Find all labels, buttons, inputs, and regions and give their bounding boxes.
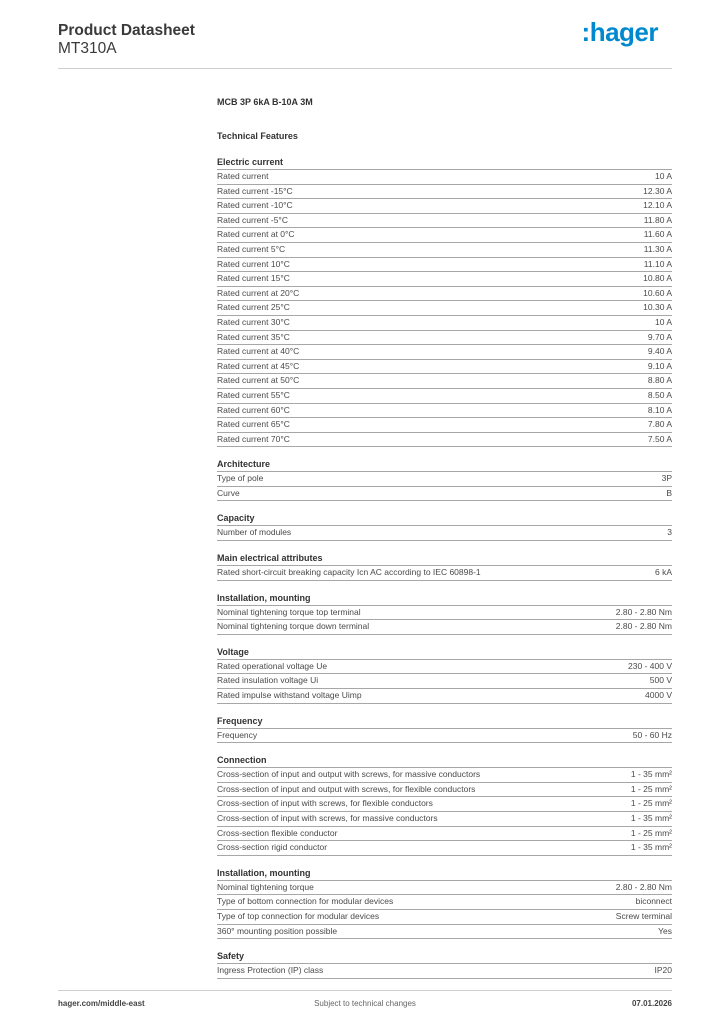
spec-value: 11.10 A: [643, 258, 672, 269]
spec-value: 8.80 A: [647, 375, 672, 386]
spec-value: 500 V: [649, 675, 672, 686]
spec-row: [217, 689, 672, 704]
product-code: MT310A: [58, 40, 117, 57]
spec-value: Screw terminal: [615, 910, 672, 921]
spec-label: Frequency: [217, 729, 258, 740]
spec-row: [217, 881, 672, 896]
spec-row: [217, 827, 672, 842]
spec-label: Rated current -15°C: [217, 185, 293, 196]
spec-value: 1 - 25 mm²: [630, 798, 672, 809]
section-title: Safety: [217, 949, 672, 964]
spec-row: [217, 243, 672, 258]
spec-section: [217, 714, 672, 744]
spec-value: 11.80 A: [643, 214, 672, 225]
section-title: Connection: [217, 753, 672, 768]
spec-row: [217, 301, 672, 316]
spec-value: 1 - 25 mm²: [630, 783, 672, 794]
spec-label: Cross-section of input and output with screws, for massive conductors: [217, 769, 481, 780]
spec-value: IP20: [654, 965, 672, 976]
spec-row: [217, 812, 672, 827]
spec-value: 1 - 35 mm²: [630, 813, 672, 823]
spec-label: Cross-section of input and output with screws, for flexible conductors: [217, 783, 476, 794]
spec-label: Rated current 15°C: [217, 273, 290, 284]
spec-label: Rated insulation voltage Ui: [217, 675, 319, 686]
spec-section: [217, 866, 672, 939]
spec-row: [217, 374, 672, 389]
spec-row: [217, 404, 672, 419]
spec-label: Cross-section of input with screws, for flexible conductors: [217, 798, 433, 809]
spec-label: Rated current 65°C: [217, 419, 290, 430]
document-title: Product Datasheet: [58, 22, 195, 39]
spec-value: biconnect: [635, 896, 672, 907]
spec-section: [217, 753, 672, 856]
spec-value: 2.80 - 2.80 Nm: [615, 606, 672, 617]
spec-value: 11.30 A: [643, 243, 672, 254]
spec-value: 7.80 A: [647, 419, 672, 430]
section-title: Installation, mounting: [217, 591, 672, 606]
spec-row: [217, 895, 672, 910]
spec-row: [217, 199, 672, 214]
spec-row: [217, 674, 672, 689]
spec-label: Rated impulse withstand voltage Uimp: [217, 690, 362, 701]
spec-label: Rated current 35°C: [217, 331, 290, 342]
spec-label: Rated current 60°C: [217, 404, 290, 415]
spec-row: [217, 925, 672, 940]
spec-row: [217, 768, 672, 783]
spec-section: [217, 511, 672, 541]
spec-row: [217, 526, 672, 541]
spec-value: 8.50 A: [647, 389, 672, 400]
spec-value: 2.80 - 2.80 Nm: [615, 621, 672, 632]
spec-row: [217, 964, 672, 979]
spec-label: Rated current 30°C: [217, 316, 290, 327]
spec-label: Rated current 55°C: [217, 389, 290, 400]
spec-value: 10.30 A: [643, 302, 672, 313]
spec-row: [217, 660, 672, 675]
section-title: Voltage: [217, 645, 672, 660]
section-title: Main electrical attributes: [217, 551, 672, 566]
footer-disclaimer: Subject to technical changes: [314, 999, 416, 1008]
spec-row: [217, 797, 672, 812]
section-title: Frequency: [217, 714, 672, 729]
spec-label: Rated short-circuit breaking capacity Icn AC according to IEC 60898-1: [217, 567, 481, 578]
footer-website: hager.com/middle-east: [58, 999, 145, 1008]
product-name: MCB 3P 6kA B-10A 3M: [217, 97, 313, 107]
spec-label: Rated current at 45°C: [217, 360, 300, 371]
section-title: Capacity: [217, 511, 672, 526]
spec-row: [217, 214, 672, 229]
spec-row: [217, 910, 672, 925]
hager-logo: :hager: [581, 17, 658, 47]
spec-label: Rated operational voltage Ue: [217, 660, 328, 671]
spec-row: [217, 433, 672, 448]
spec-label: Type of bottom connection for modular devices: [217, 896, 394, 907]
spec-value: 12.30 A: [643, 185, 672, 196]
spec-label: Type of top connection for modular devices: [217, 910, 380, 921]
spec-section: [217, 457, 672, 501]
spec-label: Rated current -5°C: [217, 214, 288, 225]
spec-value: 10.60 A: [643, 287, 672, 298]
spec-label: Nominal tightening torque down terminal: [217, 621, 370, 632]
spec-value: 1 - 35 mm²: [630, 842, 672, 853]
page-footer: [58, 990, 672, 1013]
spec-row: [217, 316, 672, 331]
spec-row: [217, 606, 672, 621]
spec-value: B: [666, 487, 672, 498]
spec-row: [217, 418, 672, 433]
spec-row: [217, 620, 672, 635]
spec-label: Rated current 25°C: [217, 302, 290, 313]
section-title: Installation, mounting: [217, 866, 672, 881]
spec-row: [217, 170, 672, 185]
spec-value: 12.10 A: [643, 200, 672, 211]
spec-value: 8.10 A: [647, 404, 672, 415]
section-title: Electric current: [217, 155, 672, 170]
spec-row: [217, 566, 672, 581]
spec-label: Cross-section of input with screws, for massive conductors: [217, 813, 438, 823]
spec-value: 9.70 A: [647, 331, 672, 342]
spec-section: [217, 645, 672, 704]
footer-date: 07.01.2026: [631, 999, 672, 1008]
technical-features-heading: Technical Features: [217, 131, 298, 141]
spec-value: 230 - 400 V: [628, 660, 672, 671]
spec-value: 9.10 A: [647, 360, 672, 371]
spec-value: 9.40 A: [647, 346, 672, 357]
spec-label: Type of pole: [217, 473, 264, 484]
spec-label: Rated current 5°C: [217, 243, 286, 254]
spec-row: [217, 345, 672, 360]
spec-row: [217, 472, 672, 487]
spec-label: Curve: [217, 487, 240, 498]
spec-row: [217, 487, 672, 502]
spec-row: [217, 783, 672, 798]
spec-row: [217, 331, 672, 346]
spec-label: Rated current at 40°C: [217, 346, 300, 357]
spec-value: 50 - 60 Hz: [632, 729, 672, 740]
spec-section: [217, 155, 672, 447]
spec-value: 4000 V: [645, 690, 672, 701]
spec-label: Nominal tightening torque: [217, 881, 314, 892]
spec-value: 3P: [661, 473, 672, 484]
page-header: [58, 17, 672, 69]
spec-value: 1 - 25 mm²: [630, 827, 672, 838]
spec-label: Nominal tightening torque top terminal: [217, 606, 361, 617]
spec-label: Rated current: [217, 171, 269, 181]
spec-label: Ingress Protection (IP) class: [217, 965, 324, 976]
spec-value: 11.60 A: [643, 229, 672, 240]
spec-value: 2.80 - 2.80 Nm: [615, 881, 672, 892]
spec-row: [217, 389, 672, 404]
spec-row: [217, 287, 672, 302]
spec-row: [217, 258, 672, 273]
section-title: Architecture: [217, 457, 672, 472]
feature-sections: [217, 155, 672, 979]
spec-section: [217, 949, 672, 979]
spec-row: [217, 228, 672, 243]
datasheet-content: [217, 96, 672, 979]
spec-label: Cross-section flexible conductor: [217, 827, 338, 838]
spec-label: Rated current at 50°C: [217, 375, 300, 386]
spec-label: Rated current 10°C: [217, 258, 290, 269]
spec-row: [217, 272, 672, 287]
spec-label: Rated current at 20°C: [217, 287, 300, 298]
spec-row: [217, 185, 672, 200]
spec-label: Cross-section rigid conductor: [217, 842, 328, 853]
spec-label: Rated current -10°C: [217, 200, 293, 211]
spec-value: 1 - 35 mm²: [630, 769, 672, 780]
spec-value: 10.80 A: [643, 273, 672, 284]
spec-value: 10 A: [654, 316, 672, 327]
spec-value: 3: [667, 527, 672, 538]
spec-label: 360° mounting position possible: [217, 925, 338, 936]
spec-value: 7.50 A: [647, 433, 672, 444]
spec-label: Rated current at 0°C: [217, 229, 295, 240]
spec-value: 6 kA: [654, 567, 672, 578]
spec-label: Number of modules: [217, 527, 292, 538]
spec-row: [217, 360, 672, 375]
spec-row: [217, 729, 672, 744]
spec-section: [217, 591, 672, 635]
spec-section: [217, 551, 672, 581]
spec-value: Yes: [658, 925, 672, 936]
spec-value: 10 A: [654, 171, 672, 181]
spec-label: Rated current 70°C: [217, 433, 290, 444]
spec-row: [217, 841, 672, 856]
